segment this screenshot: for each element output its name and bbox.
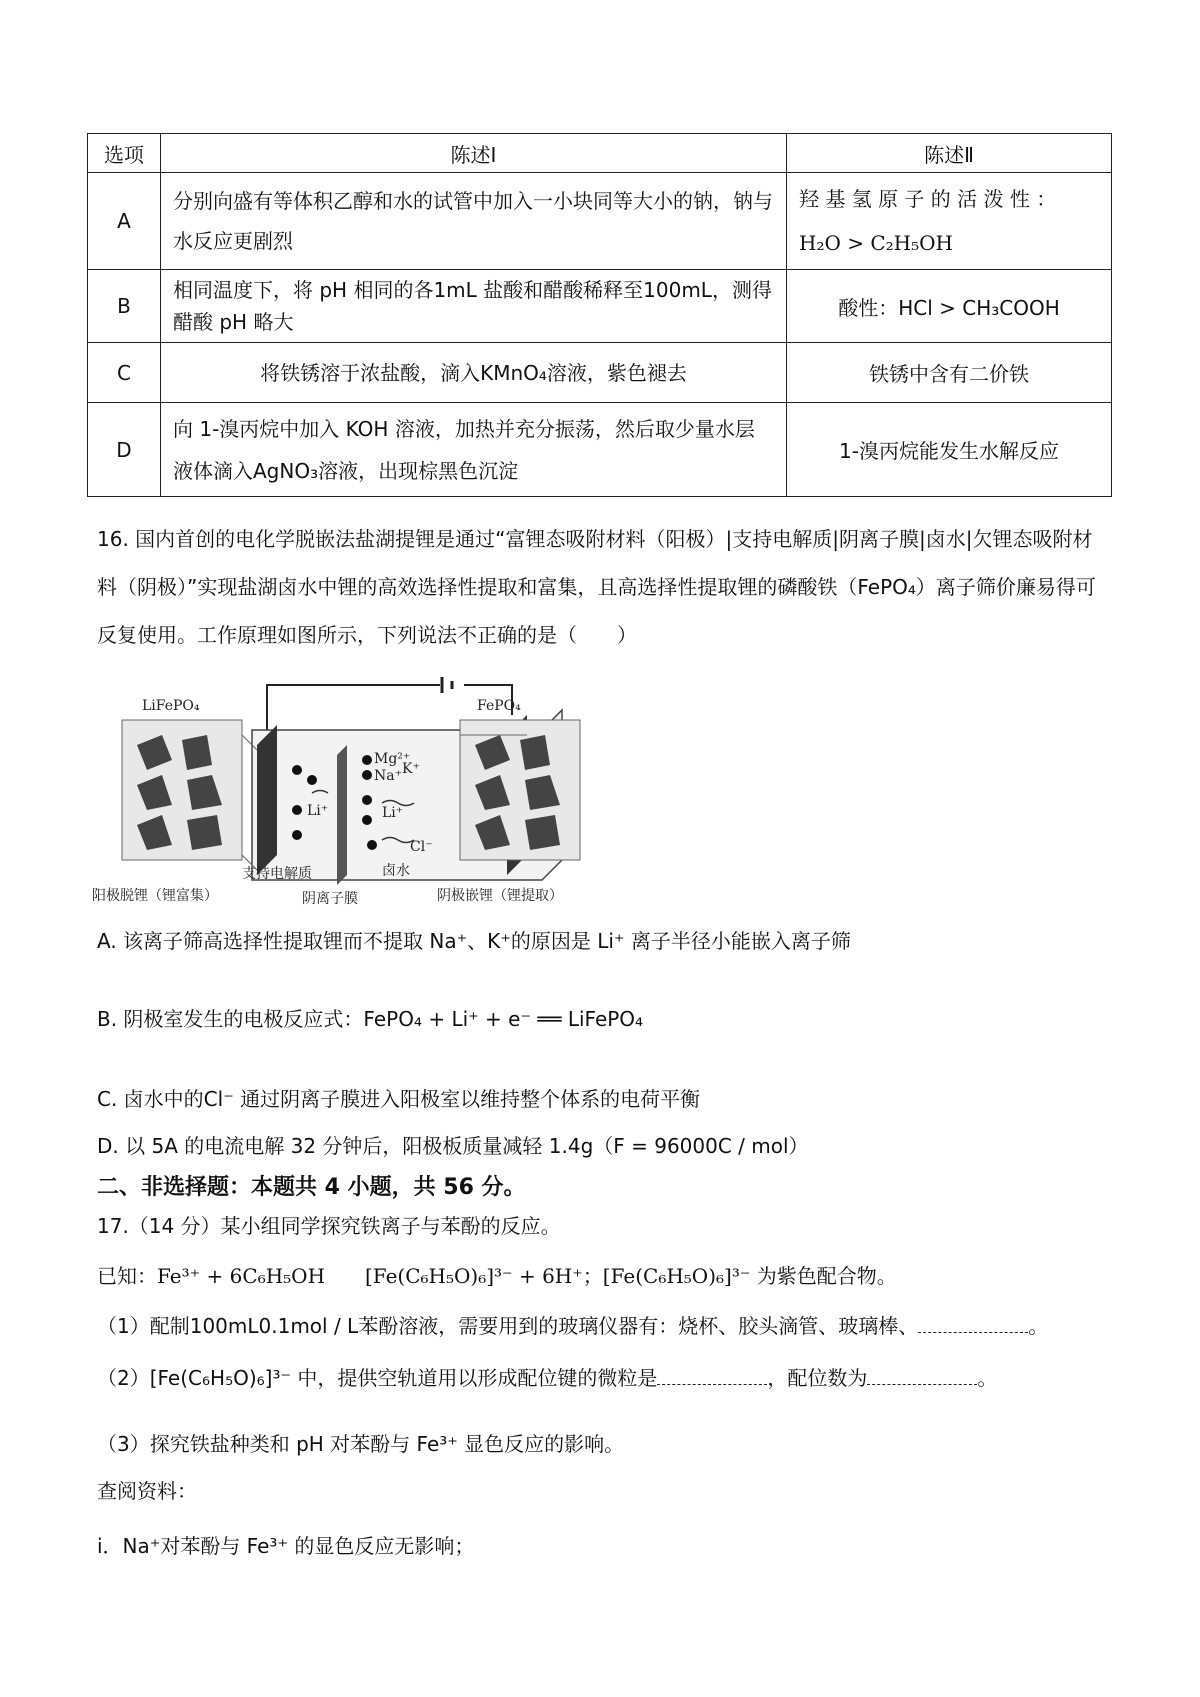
question-17-part-2 <box>97 1362 997 1391</box>
row-statement-1: 分别向盛有等体积乙醇和水的试管中加入一小块同等大小的钠，钠与水反应更剧烈 <box>161 173 787 270</box>
anode-plate <box>257 725 277 875</box>
figure-caption-anode: 阳极脱锂（锂富集） <box>92 888 218 904</box>
part-2-text-a: （2）[Fe(C₆H₅O)₆]³⁻ 中，提供空轨道用以形成配位键的微粒是 <box>97 1366 658 1390</box>
table-row <box>88 343 1112 403</box>
electrolysis-cell-figure <box>92 675 612 910</box>
ion-label-cl: Cl⁻ <box>410 839 433 855</box>
part-1-text: （1）配制100mL0.1mol / L苯酚溶液，需要用到的玻璃仪器有：烧杯、胶头滴管、玻璃棒、 <box>97 1314 919 1338</box>
statement-2-line-1: 羟 基 氢 原 子 的 活 泼 性 ： <box>799 187 1057 211</box>
ion-label-na: Na⁺ <box>374 768 402 784</box>
option-d: D. 以 5A 的电流电解 32 分钟后，阳极板质量减轻 1.4g（F = 96000C / mol） <box>97 1134 809 1158</box>
question-17-title: 17.（14 分）某小组同学探究铁离子与苯酚的反应。 <box>97 1214 561 1238</box>
row-statement-2 <box>787 173 1112 270</box>
row-key: C <box>88 343 161 403</box>
figure-label-fepo4: FePO₄ <box>477 698 521 714</box>
part-1-end: 。 <box>1028 1314 1049 1338</box>
header-statement-1: 陈述Ⅰ <box>161 134 787 173</box>
question-17-part-3: （3）探究铁盐种类和 pH 对苯酚与 Fe³⁺ 显色反应的影响。 <box>97 1432 625 1456</box>
options-table <box>87 133 1112 497</box>
option-c: C. 卤水中的Cl⁻ 通过阴离子膜进入阳极室以维持整个体系的电荷平衡 <box>97 1087 701 1111</box>
figure-caption-cathode: 阴极嵌锂（锂提取） <box>437 888 563 904</box>
row-statement-1: 向 1-溴丙烷中加入 KOH 溶液，加热并充分振荡，然后取少量水层液体滴入AgNO₃溶液，出现棕黑色沉淀 <box>161 403 787 497</box>
anion-membrane <box>337 745 347 885</box>
answer-blank-1[interactable] <box>918 1331 1028 1333</box>
row-key: A <box>88 173 161 270</box>
section-heading: 二、非选择题：本题共 4 小题，共 56 分。 <box>97 1175 526 1200</box>
row-statement-2: 1-溴丙烷能发生水解反应 <box>787 403 1112 497</box>
row-statement-2: 铁锈中含有二价铁 <box>787 343 1112 403</box>
row-key: B <box>88 270 161 343</box>
ion-label-k: K⁺ <box>402 761 420 777</box>
answer-blank-2[interactable] <box>657 1383 767 1385</box>
row-statement-1: 将铁锈溶于浓盐酸，滴入KMnO₄溶液，紫色褪去 <box>161 343 787 403</box>
reference-item-i: ⅰ．Na⁺对苯酚与 Fe³⁺ 的显色反应无影响； <box>97 1534 475 1558</box>
reference-heading: 查阅资料： <box>97 1479 197 1503</box>
header-option: 选项 <box>88 134 161 173</box>
question-17-part-1 <box>97 1310 1048 1339</box>
question-16-stem: 16. 国内首创的电化学脱嵌法盐湖提锂是通过“富锂态吸附材料（阳极）|支持电解质|阴离子膜|卤水|欠锂态吸附材料（阴极）”实现盐湖卤水中锂的高效选择性提取和富集，且高选择性提取锂的磷酸铁（FePO₄）离子筛价廉易得可反复使用。工作原理如图所示，下列说法不正确的是（ ） <box>97 527 1096 647</box>
figure-label-lifepo4: LiFePO₄ <box>142 698 200 714</box>
question-17-known: 已知：Fe³⁺ + 6C₆H₅OH [Fe(C₆H₅O)₆]³⁻ + 6H⁺；[Fe(C₆H₅O)₆]³⁻ 为紫色配合物。 <box>97 1264 897 1288</box>
statement-2-line-2: H₂O > C₂H₅OH <box>799 231 953 255</box>
row-statement-2: 酸性：HCl > CH₃COOH <box>787 270 1112 343</box>
ion-label-li: Li⁺ <box>382 805 404 821</box>
part-2-end: 。 <box>977 1366 998 1390</box>
table-row <box>88 403 1112 497</box>
option-b: B. 阴极室发生的电极反应式：FePO₄ + Li⁺ + e⁻ ══ LiFePO₄ <box>97 1007 644 1031</box>
row-key: D <box>88 403 161 497</box>
figure-caption-membrane: 阴离子膜 <box>302 891 358 907</box>
option-a: A. 该离子筛高选择性提取锂而不提取 Na⁺、K⁺的原因是 Li⁺ 离子半径小能嵌入离子筛 <box>97 929 851 953</box>
table-row <box>88 173 1112 270</box>
table-header-row <box>88 134 1112 173</box>
table-row <box>88 270 1112 343</box>
figure-label-support-electrolyte: 支持电解质 <box>242 866 312 882</box>
answer-blank-3[interactable] <box>867 1383 977 1385</box>
ion-label-left: Li⁺ <box>307 803 329 819</box>
row-statement-1: 相同温度下，将 pH 相同的各1mL 盐酸和醋酸稀释至100mL，测得醋酸 pH 略大 <box>161 270 787 343</box>
ion-label-mg: Mg²⁺ <box>374 751 411 767</box>
part-2-text-b: ，配位数为 <box>767 1366 868 1390</box>
header-statement-2: 陈述Ⅱ <box>787 134 1112 173</box>
figure-label-brine: 卤水 <box>382 863 410 879</box>
